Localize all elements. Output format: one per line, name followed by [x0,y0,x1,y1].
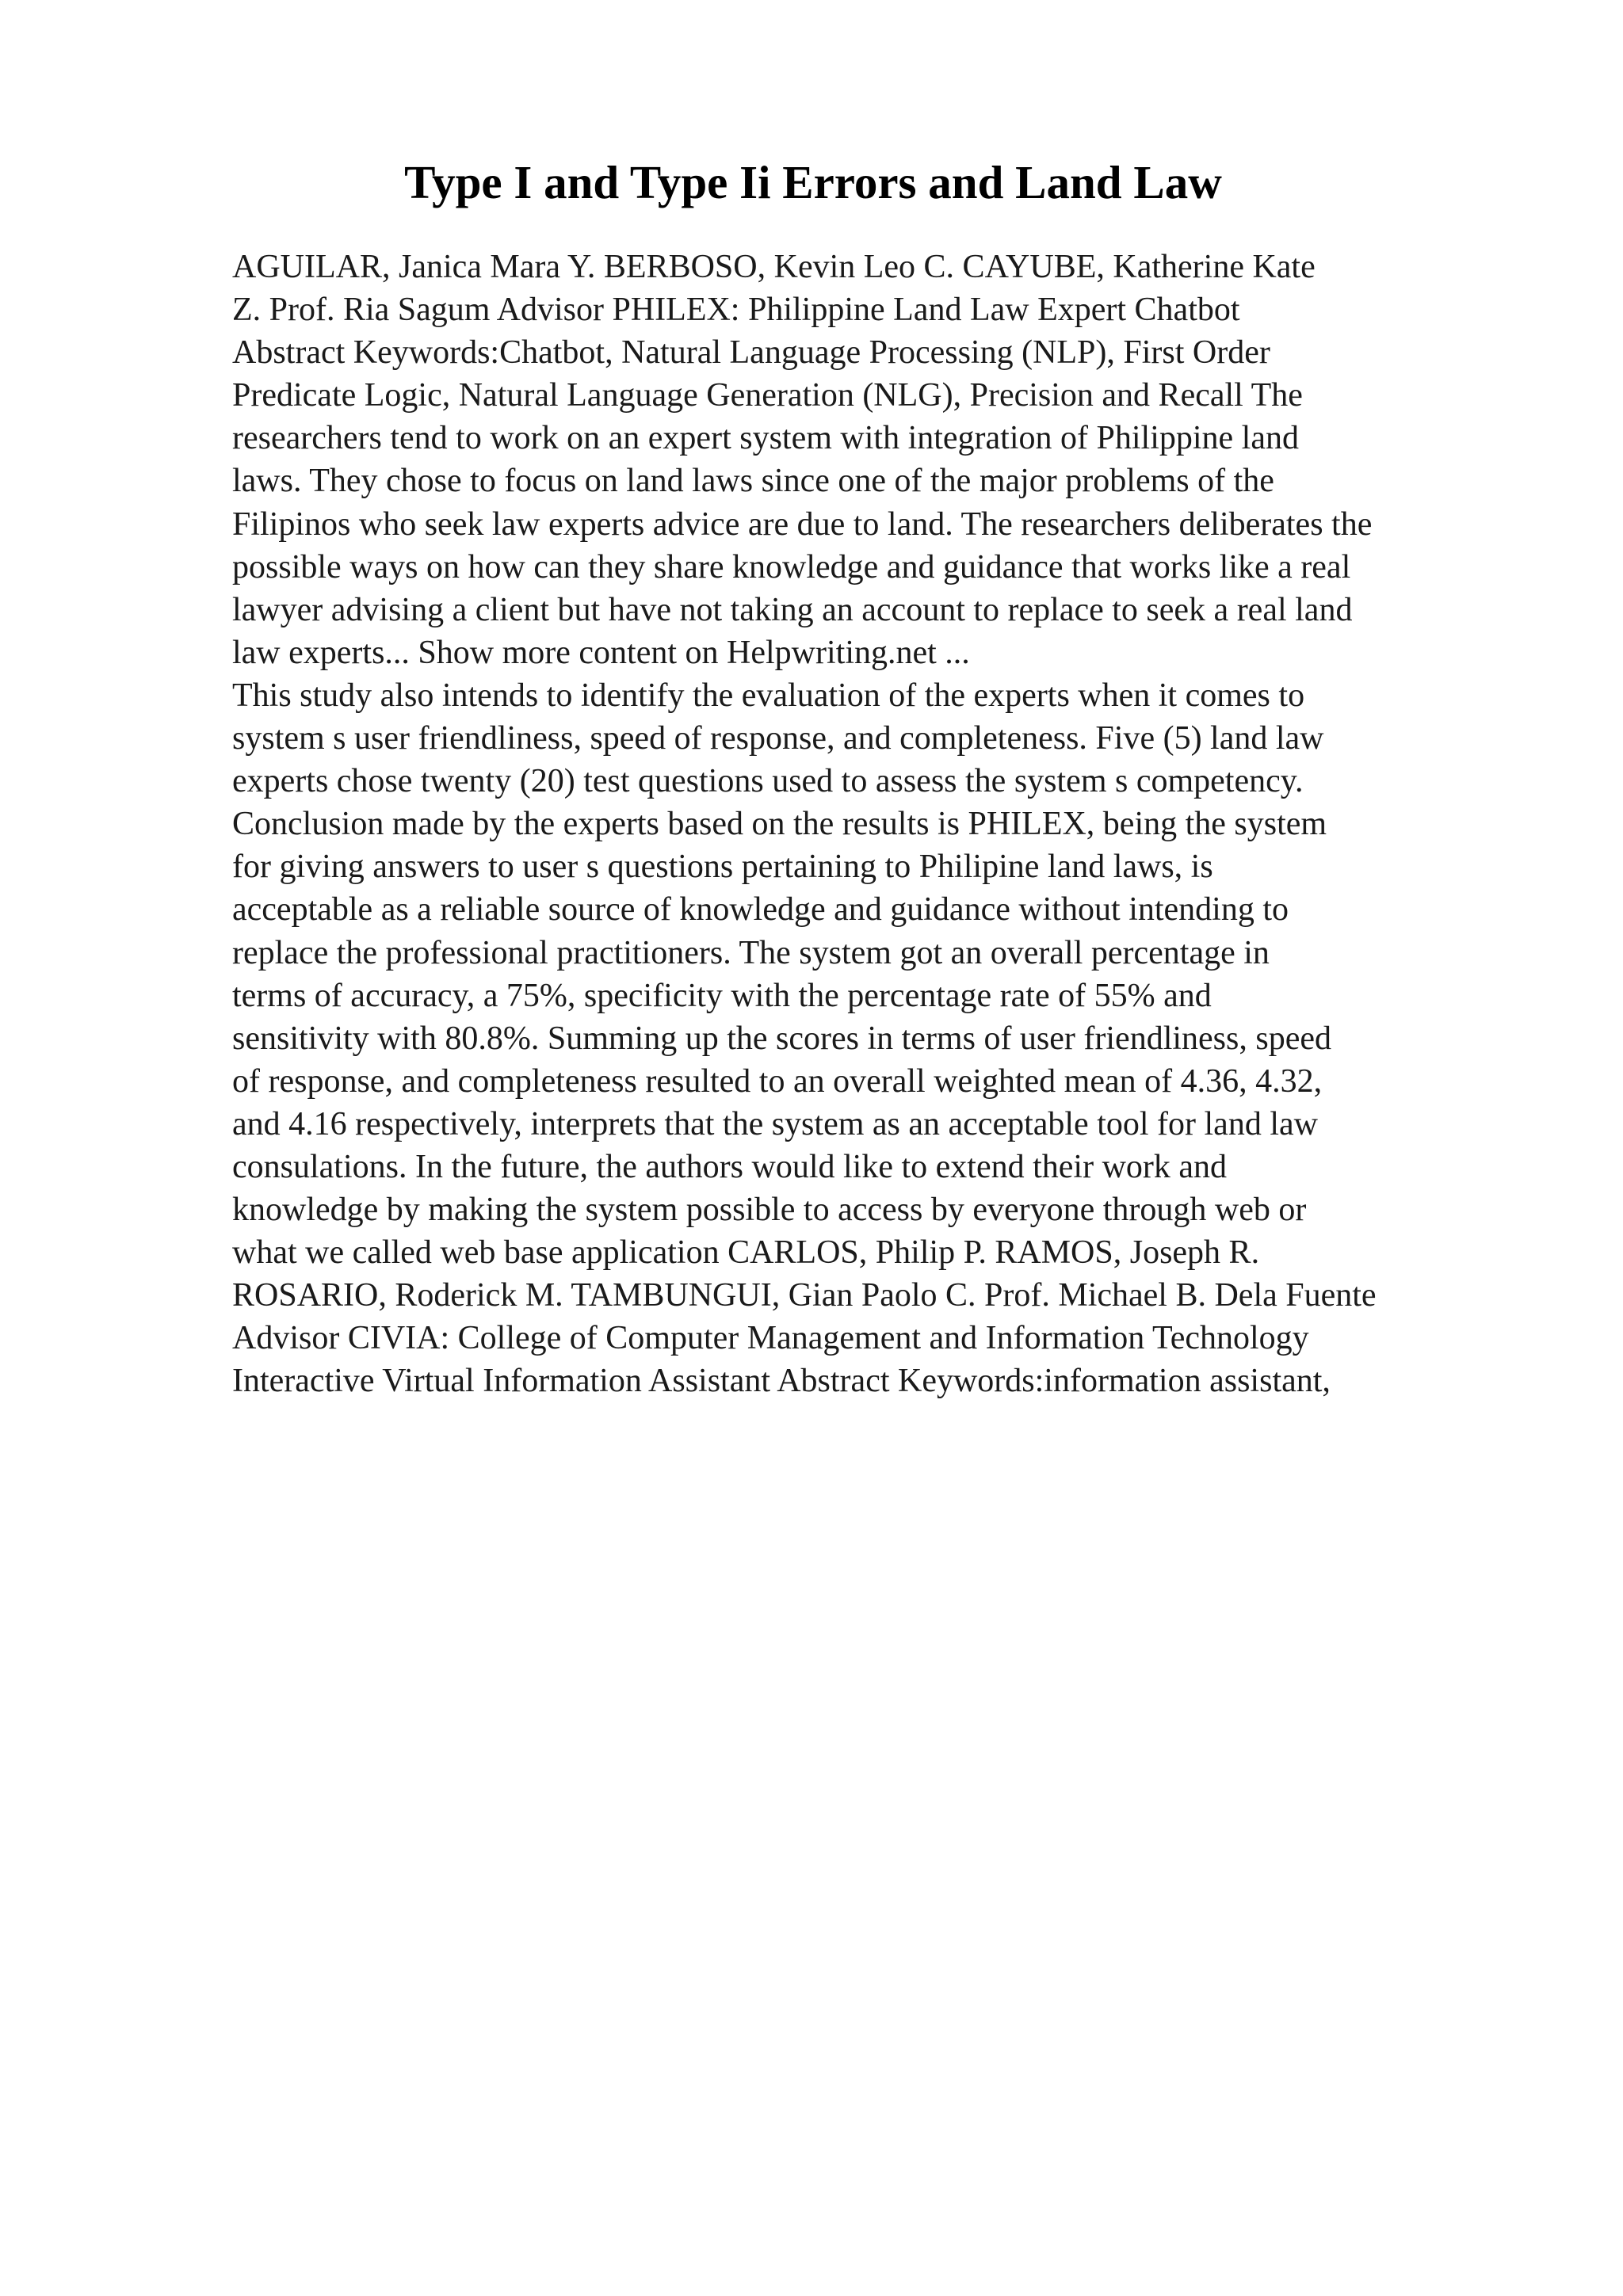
text-line: AGUILAR, Janica Mara Y. BERBOSO, Kevin Leo C. CAYUBE, Katherine Kate [232,249,1316,285]
text-line: for giving answers to user s questions pertaining to Philipine land laws, is [232,849,1213,886]
text-line: This study also intends to identify the evaluation of the experts when it comes to [232,677,1305,714]
text-line: Interactive Virtual Information Assistant Abstract Keywords:information assistant, [232,1363,1331,1400]
text-line: possible ways on how can they share knowledge and guidance that works like a real [232,548,1351,585]
text-line: knowledge by making the system possible to access by everyone through web or [232,1192,1307,1229]
text-line: of response, and completeness resulted to an overall weighted mean of 4.36, 4.32, [232,1062,1323,1100]
text-line: Predicate Logic, Natural Language Generation (NLG), Precision and Recall The [232,377,1303,414]
text-line: acceptable as a reliable source of knowledge and guidance without intending to [232,891,1289,929]
text-line: lawyer advising a client but have not taking an account to replace to seek a real land [232,591,1353,628]
text-line: laws. They chose to focus on land laws since one of the major problems of the [232,463,1274,500]
text-line: what we called web base application CARLOS, Philip P. RAMOS, Joseph R. [232,1234,1260,1272]
text-line: consulations. In the future, the authors would like to extend their work and [232,1148,1228,1185]
document-body [232,246,1516,1403]
text-line: system s user friendliness, speed of response, and completeness. Five (5) land law [232,720,1324,757]
text-line: Filipinos who seek law experts advice are due to land. The researchers deliberates the [232,505,1373,543]
text-line: law experts... Show more content on Helpwriting.net ... [232,634,970,671]
text-line: Advisor CIVIA: College of Computer Management and Information Technology [232,1320,1309,1357]
text-line: and 4.16 respectively, interprets that the system as an acceptable tool for land law [232,1105,1318,1142]
document-title: Type I and Type Ii Errors and Land Law [404,156,1222,208]
text-line: terms of accuracy, a 75%, specificity with the percentage rate of 55% and [232,977,1212,1014]
text-line: ROSARIO, Roderick M. TAMBUNGUI, Gian Paolo C. Prof. Michael B. Dela Fuente [232,1277,1377,1314]
paragraph-2 [232,674,1516,1403]
text-line: experts chose twenty (20) test questions used to assess the system s competency. [232,763,1304,800]
text-line: researchers tend to work on an expert system with integration of Philippine land [232,420,1299,457]
text-line: replace the professional practitioners. The system got an overall percentage in [232,934,1270,971]
text-line: Abstract Keywords:Chatbot, Natural Language Processing (NLP), First Order [232,334,1270,372]
text-line: sensitivity with 80.8%. Summing up the scores in terms of user friendliness, speed [232,1020,1331,1057]
text-line: Z. Prof. Ria Sagum Advisor PHILEX: Philippine Land Law Expert Chatbot [232,292,1240,329]
paragraph-1 [232,246,1516,674]
text-line: Conclusion made by the experts based on the results is PHILEX, being the system [232,806,1327,843]
